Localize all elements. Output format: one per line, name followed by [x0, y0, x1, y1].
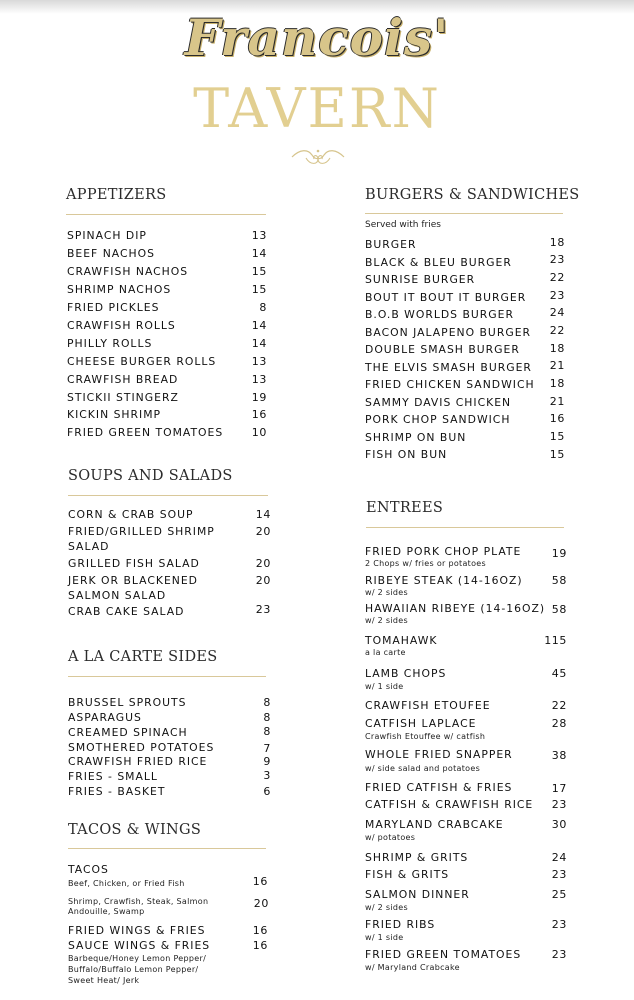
menu-item-price: 21 [549, 359, 565, 372]
menu-item-description: w/ 2 sides [365, 588, 408, 597]
flourish-ornament [290, 145, 346, 169]
menu-item-name: SAUCE WINGS & FRIES [68, 939, 211, 952]
entrees-heading: ENTREES [366, 500, 444, 516]
tacos-divider [68, 848, 266, 849]
menu-item-name: BRUSSEL SPROUTS [68, 696, 187, 709]
menu-item-price: 23 [549, 289, 565, 302]
menu-item-name: SALMON DINNER [365, 888, 470, 901]
menu-item-description: w/ 1 side [365, 933, 404, 942]
appetizers-divider [66, 214, 266, 215]
menu-item-name: BACON JALAPENO BURGER [365, 326, 532, 339]
menu-item-name: BURGER [365, 238, 417, 251]
menu-item-price: 15 [251, 265, 267, 278]
menu-item-name: PHILLY ROLLS [67, 337, 153, 350]
menu-item-price: 16 [251, 408, 267, 421]
menu-item-price: 14 [255, 508, 271, 521]
menu-item-price: 58 [551, 603, 567, 616]
menu-item-price: 23 [551, 918, 567, 931]
menu-item-price: 22 [549, 324, 565, 337]
menu-item-price: 18 [549, 236, 565, 249]
menu-item-price: 23 [551, 948, 567, 961]
burgers-note: Served with fries [365, 220, 441, 230]
menu-item-name: FRIED GREEN TOMATOES [67, 426, 224, 439]
soups-divider [68, 495, 268, 496]
menu-item-price: 22 [549, 271, 565, 284]
menu-item-price: 25 [551, 888, 567, 901]
menu-item-price: 38 [551, 749, 567, 762]
menu-item-name: CATFISH LAPLACE [365, 717, 477, 730]
menu-item-name: B.O.B WORLDS BURGER [365, 308, 514, 321]
menu-item-name: FRIED RIBS [365, 918, 436, 931]
burgers-heading: BURGERS & SANDWICHES [365, 187, 580, 203]
menu-item-name: WHOLE FRIED SNAPPER [365, 748, 513, 761]
menu-item-description: w/ potatoes [365, 833, 416, 842]
menu-item-name: CHEESE BURGER ROLLS [67, 355, 217, 368]
menu-item-name: SHRIMP ON BUN [365, 431, 467, 444]
menu-item-name: FRIED WINGS & FRIES [68, 924, 206, 937]
menu-item-price: 20 [253, 897, 269, 910]
tacos-wings-heading: TACOS & WINGS [68, 822, 202, 838]
menu-item-name: CRAWFISH ETOUFEE [365, 699, 491, 712]
menu-item-name: BLACK & BLEU BURGER [365, 256, 512, 269]
menu-item-name: CORN & CRAB SOUP [68, 508, 194, 521]
menu-item-price: 20 [255, 574, 271, 587]
menu-item-name: CREAMED SPINACH [68, 726, 188, 739]
menu-item-name: SMOTHERED POTATOES [68, 741, 215, 754]
menu-item-price: 58 [551, 574, 567, 587]
menu-item-name: FRIED/GRILLED SHRIMP [68, 525, 215, 538]
menu-item-price: 13 [251, 229, 267, 242]
menu-item-price: 8 [263, 725, 271, 738]
menu-item-name: CRAWFISH ROLLS [67, 319, 176, 332]
menu-item-price: 19 [551, 547, 567, 560]
menu-item-name: PORK CHOP SANDWICH [365, 413, 511, 426]
menu-item-price: 8 [259, 301, 267, 314]
menu-item-description: Andouille, Swamp [68, 907, 145, 916]
menu-item-name: CRAB CAKE SALAD [68, 605, 185, 618]
menu-item-name: FRIED PORK CHOP PLATE [365, 545, 522, 558]
menu-item-name: CRAWFISH NACHOS [67, 265, 189, 278]
menu-item-description: Shrimp, Crawfish, Steak, Salmon [68, 897, 209, 906]
menu-item-name: CRAWFISH BREAD [67, 373, 179, 386]
menu-item-description: Sweet Heat/ Jerk [68, 976, 140, 985]
menu-item-name-cont: SALAD [68, 540, 110, 553]
menu-item-name: BOUT IT BOUT IT BURGER [365, 291, 527, 304]
menu-item-name: FISH & GRITS [365, 868, 450, 881]
menu-item-description: a la carte [365, 648, 406, 657]
menu-item-price: 16 [252, 875, 268, 888]
menu-item-price: 14 [251, 337, 267, 350]
menu-item-name: HAWAIIAN RIBEYE (14-16OZ) [365, 602, 546, 615]
menu-item-name: FRIES - BASKET [68, 785, 166, 798]
menu-item-name: MARYLAND CRABCAKE [365, 818, 504, 831]
menu-item-price: 23 [549, 253, 565, 266]
menu-item-name: RIBEYE STEAK (14-16OZ) [365, 574, 523, 587]
menu-item-description: w/ 2 sides [365, 903, 408, 912]
menu-item-price: 15 [549, 430, 565, 443]
menu-item-price: 13 [251, 373, 267, 386]
menu-item-description: Crawfish Etouffee w/ catfish [365, 732, 486, 741]
menu-item-price: 45 [551, 667, 567, 680]
menu-item-description: Barbeque/Honey Lemon Pepper/ [68, 954, 207, 963]
menu-item-name: CATFISH & CRAWFISH RICE [365, 798, 534, 811]
menu-item-name: FRIED CATFISH & FRIES [365, 781, 513, 794]
menu-item-description: w/ Maryland Crabcake [365, 963, 460, 972]
menu-item-name: SHRIMP & GRITS [365, 851, 469, 864]
menu-item-price: 21 [549, 395, 565, 408]
menu-item-price: 7 [263, 742, 271, 755]
menu-item-name: GRILLED FISH SALAD [68, 557, 200, 570]
menu-item-name: KICKIN SHRIMP [67, 408, 162, 421]
menu-item-price: 9 [263, 755, 271, 768]
menu-item-name: TACOS [68, 863, 109, 876]
menu-item-name: FRIED GREEN TOMATOES [365, 948, 522, 961]
appetizers-heading: APPETIZERS [66, 187, 167, 203]
menu-item-description: w/ 1 side [365, 682, 404, 691]
menu-item-price: 18 [549, 342, 565, 355]
menu-item-price: 10 [251, 426, 267, 439]
menu-item-name: SPINACH DIP [67, 229, 147, 242]
menu-item-price: 18 [549, 377, 565, 390]
menu-item-price: 30 [551, 818, 567, 831]
menu-item-price: 22 [551, 699, 567, 712]
menu-item-description: w/ 2 sides [365, 616, 408, 625]
menu-item-price: 8 [263, 711, 271, 724]
menu-item-name: DOUBLE SMASH BURGER [365, 343, 520, 356]
menu-item-price: 17 [551, 782, 567, 795]
menu-item-name: CRAWFISH FRIED RICE [68, 755, 208, 768]
menu-item-name-cont: SALMON SALAD [68, 589, 167, 602]
menu-item-price: 14 [251, 247, 267, 260]
menu-item-price: 16 [252, 924, 268, 937]
menu-item-price: 13 [251, 355, 267, 368]
menu-item-price: 28 [551, 717, 567, 730]
brand-script-name: Francois' [184, 8, 450, 67]
sides-divider [68, 676, 266, 677]
menu-item-name: LAMB CHOPS [365, 667, 447, 680]
menu-item-price: 24 [551, 851, 567, 864]
menu-item-price: 15 [549, 448, 565, 461]
menu-item-name: FRIES - SMALL [68, 770, 158, 783]
menu-item-description: w/ side salad and potatoes [365, 764, 481, 773]
menu-item-price: 16 [549, 412, 565, 425]
menu-item-price: 20 [255, 525, 271, 538]
menu-item-name: FISH ON BUN [365, 448, 448, 461]
burgers-divider [365, 213, 563, 214]
menu-item-description: Buffalo/Buffalo Lemon Pepper/ [68, 965, 199, 974]
menu-item-price: 24 [549, 306, 565, 319]
menu-item-description: 2 Chops w/ fries or potatoes [365, 559, 486, 568]
menu-item-name: ASPARAGUS [68, 711, 142, 724]
menu-item-name: TOMAHAWK [365, 634, 438, 647]
menu-item-price: 115 [544, 634, 567, 647]
menu-item-name: FRIED CHICKEN SANDWICH [365, 378, 535, 391]
menu-item-name: BEEF NACHOS [67, 247, 155, 260]
menu-item-price: 19 [251, 391, 267, 404]
soups-salads-heading: SOUPS AND SALADS [68, 468, 233, 484]
brand-name: TAVERN [193, 77, 441, 140]
menu-item-name: SAMMY DAVIS CHICKEN [365, 396, 512, 409]
menu-item-description: Beef, Chicken, or Fried Fish [68, 879, 185, 888]
menu-item-price: 16 [252, 939, 268, 952]
sides-heading: A LA CARTE SIDES [68, 649, 218, 665]
menu-item-price: 6 [263, 785, 271, 798]
menu-item-price: 23 [551, 798, 567, 811]
menu-item-price: 23 [551, 868, 567, 881]
menu-item-price: 8 [263, 696, 271, 709]
entrees-divider [366, 527, 564, 528]
menu-item-name: STICKII STINGERZ [67, 391, 179, 404]
menu-item-name: JERK OR BLACKENED [68, 574, 198, 587]
menu-item-name: SUNRISE BURGER [365, 273, 476, 286]
menu-item-name: SHRIMP NACHOS [67, 283, 172, 296]
menu-item-name: THE ELVIS SMASH BURGER [365, 361, 532, 374]
menu-item-price: 20 [255, 557, 271, 570]
menu-item-price: 23 [255, 603, 271, 616]
menu-item-name: FRIED PICKLES [67, 301, 160, 314]
menu-item-price: 14 [251, 319, 267, 332]
menu-item-price: 3 [263, 769, 271, 782]
menu-item-price: 15 [251, 283, 267, 296]
